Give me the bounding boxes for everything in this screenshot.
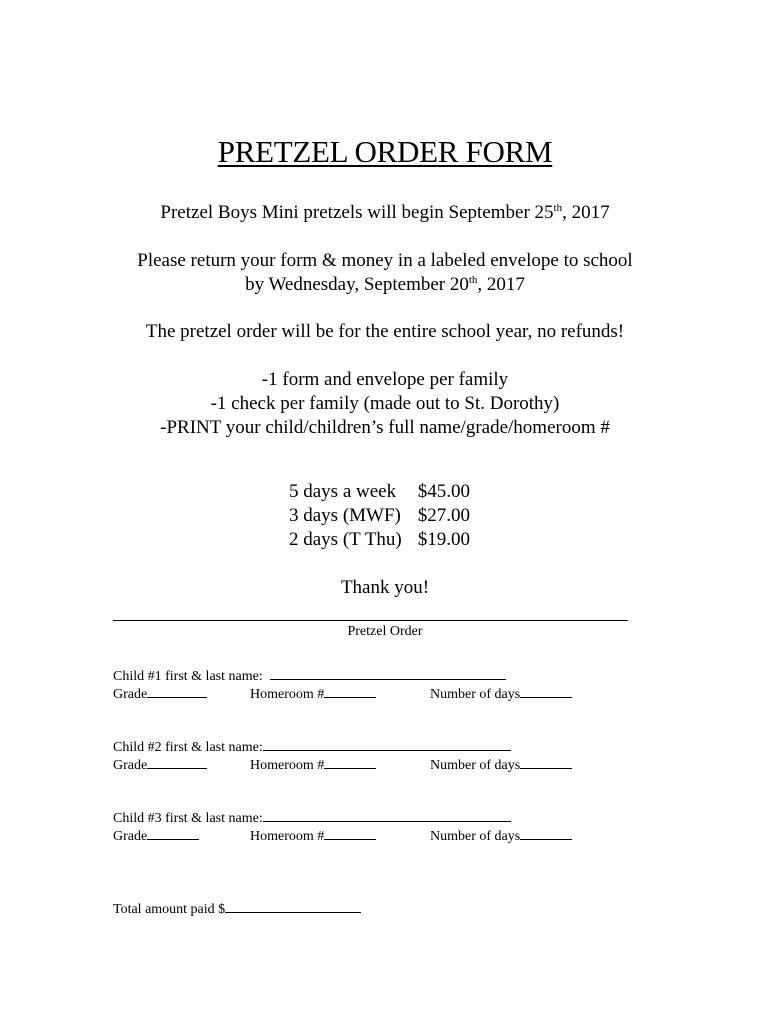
- child-2-details-row: [113, 754, 207, 775]
- grade-label: Grade: [113, 687, 148, 702]
- child-name-label: Child #3 first & last name:: [113, 811, 263, 826]
- return-instructions-line-2: [0, 273, 770, 297]
- child-3-homeroom: [250, 825, 376, 846]
- days-label: Number of days: [430, 829, 521, 844]
- child-1-homeroom: [250, 683, 376, 704]
- homeroom-label: Homeroom #: [250, 687, 325, 702]
- return-date-year: , 2017: [477, 274, 525, 295]
- pricing-row: [289, 528, 470, 552]
- homeroom-label: Homeroom #: [250, 829, 325, 844]
- rule-item: -1 form and envelope per family: [261, 369, 509, 390]
- child-2-days: [430, 754, 572, 775]
- child-2-grade-field[interactable]: [147, 754, 207, 769]
- cut-line-divider: [113, 620, 628, 621]
- grade-label: Grade: [113, 829, 148, 844]
- child-3-homeroom-field[interactable]: [324, 825, 376, 840]
- section-label: Pretzel Order: [347, 624, 423, 639]
- rule-item: -1 check per family (made out to St. Dorothy): [210, 393, 560, 414]
- pricing-table: [289, 480, 470, 552]
- child-1-days-field[interactable]: [520, 683, 572, 698]
- homeroom-label: Homeroom #: [250, 758, 325, 773]
- plan-name: 5 days a week: [289, 481, 397, 502]
- return-instructions-line-1: Please return your form & money in a labeled envelope to school: [137, 250, 633, 271]
- child-name-label: Child #2 first & last name:: [113, 740, 263, 755]
- child-2-name-field[interactable]: [263, 736, 511, 751]
- return-date-suffix: th: [468, 274, 478, 286]
- child-2-days-field[interactable]: [520, 754, 572, 769]
- child-3-days-field[interactable]: [520, 825, 572, 840]
- refund-note: The pretzel order will be for the entire school year, no refunds!: [145, 321, 625, 342]
- child-1-grade-field[interactable]: [147, 683, 207, 698]
- child-2-homeroom: [250, 754, 376, 775]
- child-3-grade-field[interactable]: [147, 825, 199, 840]
- days-label: Number of days: [430, 758, 521, 773]
- child-1-details-row: [113, 683, 207, 704]
- plan-name: 3 days (MWF): [289, 505, 401, 526]
- total-amount-field[interactable]: [225, 898, 361, 913]
- plan-price: $19.00: [417, 529, 471, 550]
- start-date-text: Pretzel Boys Mini pretzels will begin September 25: [160, 202, 554, 223]
- thank-you-text: Thank you!: [340, 577, 430, 598]
- plan-price: $45.00: [417, 481, 471, 502]
- pricing-row: [289, 504, 470, 528]
- child-1-days: [430, 683, 572, 704]
- total-row: [113, 898, 361, 919]
- child-3-days: [430, 825, 572, 846]
- start-date-suffix: th: [553, 202, 563, 214]
- child-3-details-row: [113, 825, 199, 846]
- child-3-name-field[interactable]: [263, 807, 511, 822]
- plan-name: 2 days (T Thu): [289, 529, 402, 550]
- child-1-homeroom-field[interactable]: [324, 683, 376, 698]
- start-date-line: [0, 201, 770, 225]
- page-title: PRETZEL ORDER FORM: [217, 134, 553, 169]
- total-label: Total amount paid $: [113, 902, 226, 917]
- child-name-label: Child #1 first & last name:: [113, 669, 263, 684]
- child-2-homeroom-field[interactable]: [324, 754, 376, 769]
- return-date-text: by Wednesday, September 20: [245, 274, 469, 295]
- child-1-name-field[interactable]: [270, 665, 506, 680]
- days-label: Number of days: [430, 687, 521, 702]
- grade-label: Grade: [113, 758, 148, 773]
- start-date-year: , 2017: [562, 202, 610, 223]
- rule-item: -PRINT your child/children’s full name/grade/homeroom #: [160, 417, 610, 438]
- pricing-row: [289, 480, 470, 504]
- plan-price: $27.00: [417, 505, 471, 526]
